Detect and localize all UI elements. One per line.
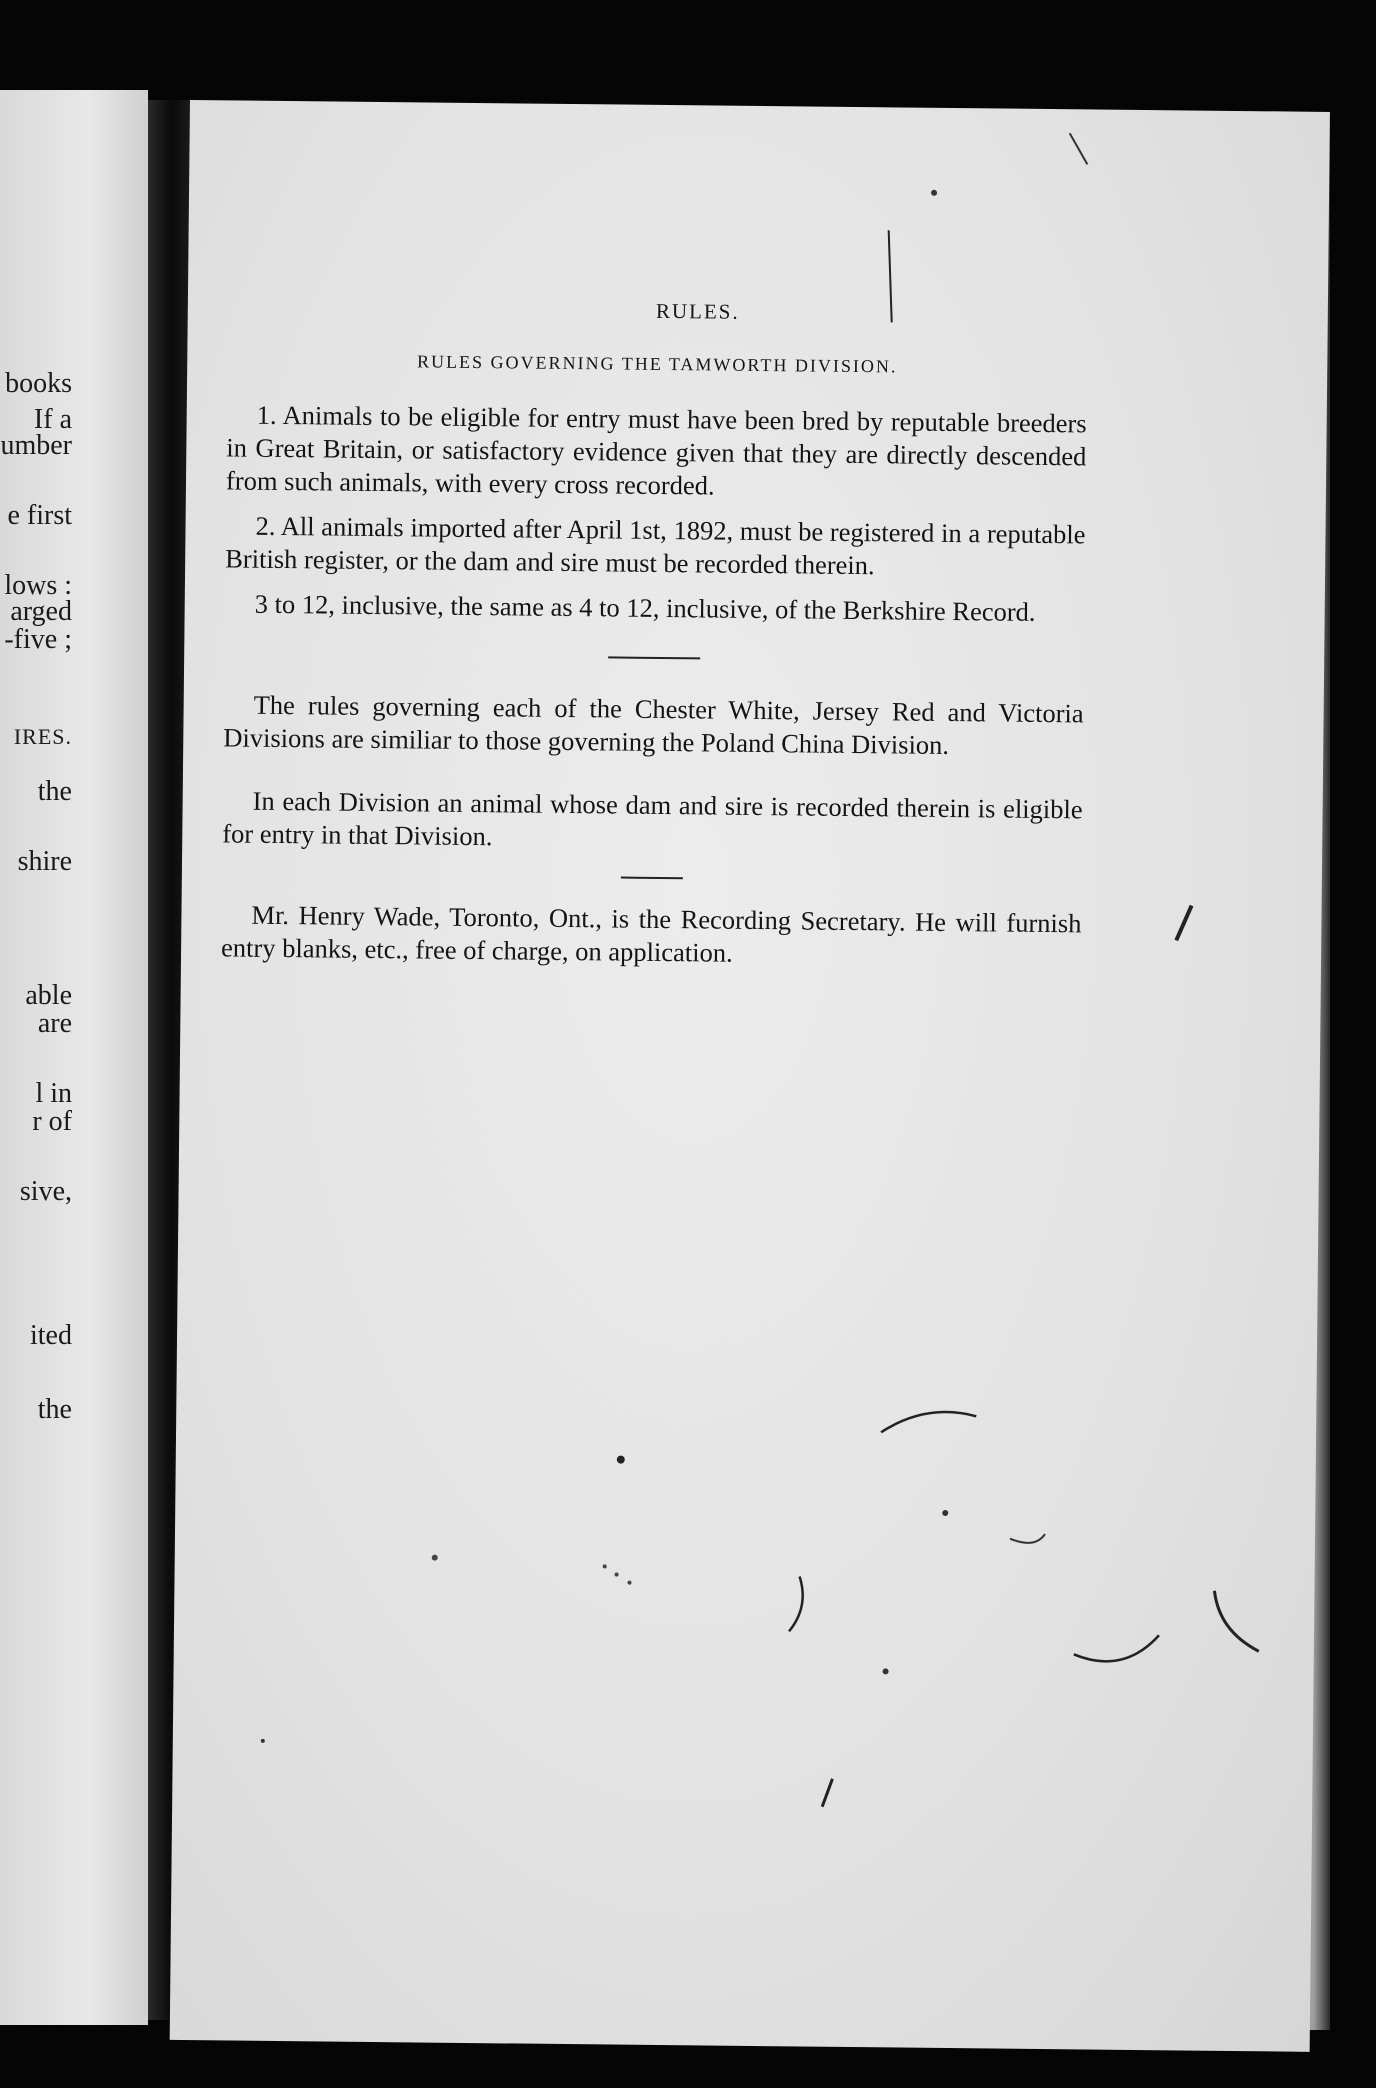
left-page-line: l in [35, 1078, 72, 1109]
scan-artifacts [170, 100, 1330, 2052]
rules-3-to-12-paragraph: 3 to 12, inclusive, the same as 4 to 12, inclusive, of the Berkshire Record. [254, 588, 1036, 627]
left-page-line: books [5, 368, 72, 399]
other-divisions-paragraph: The rules governing each of the Chester White, Jersey Red and Victoria Divisions are similiar to those governing the Poland China Division. [223, 689, 1084, 760]
left-page-line: IRES. [13, 724, 72, 749]
left-page-line: ited [30, 1320, 72, 1351]
page-title: RULES. [655, 298, 740, 324]
rule-1-paragraph: 1. Animals to be eligible for entry must have been bred by reputable breeders in Great Britain, or satisfactory evidence given that they are directly descended from such animals, with every cross recorded. [225, 399, 1087, 501]
left-page-line: If a [33, 404, 72, 435]
left-page-line: r of [32, 1106, 72, 1137]
left-facing-page [0, 90, 148, 2025]
section-subtitle: RULES GOVERNING THE TAMWORTH DIVISION. [417, 351, 898, 377]
left-page-line: shire [17, 846, 72, 877]
left-page-line: e first [7, 500, 72, 531]
rule-2-paragraph: 2. All animals imported after April 1st, 1892, must be registered in a reputable British register, or the dam and sire must be recorded therein. [225, 510, 1086, 581]
eligibility-paragraph: In each Division an animal whose dam and sire is recorded therein is eligible for entry in that Division. [222, 785, 1083, 852]
left-page-line: the [37, 776, 72, 807]
left-page-line: able [25, 980, 72, 1011]
left-page-line: -five ; [4, 624, 72, 655]
left-page-line: umber [0, 430, 72, 461]
secretary-paragraph: Mr. Henry Wade, Toronto, Ont., is the Recording Secretary. He will furnish entry blanks, etc., free of charge, on application. [220, 899, 1082, 968]
left-page-line: are [37, 1008, 72, 1039]
left-page-line: the [37, 1394, 72, 1425]
main-page [170, 100, 1330, 2052]
left-page-line: arged [10, 596, 72, 627]
left-page-line: sive, [19, 1176, 72, 1207]
left-page-line: lows : [4, 570, 72, 601]
